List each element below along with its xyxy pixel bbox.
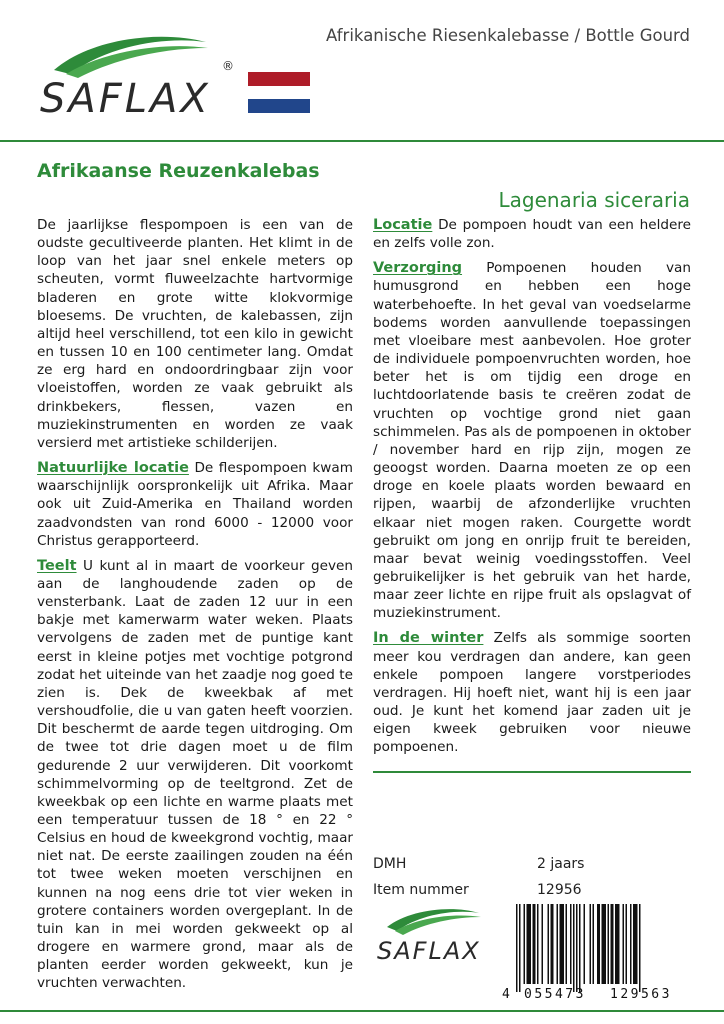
barcode-bar xyxy=(602,904,607,984)
dmh-value: 2 jaars xyxy=(537,856,585,872)
barcode-bar xyxy=(527,904,532,984)
leaf-swoosh-icon xyxy=(36,30,246,125)
registered-mark: ® xyxy=(222,59,234,73)
barcode-bar xyxy=(593,904,595,984)
barcode-bar xyxy=(570,904,572,984)
barcode-bar xyxy=(537,904,539,984)
barcode-bar xyxy=(597,904,600,984)
barcode-bar xyxy=(584,904,586,984)
barcode-bar xyxy=(608,904,610,984)
barcode-bar xyxy=(615,904,620,984)
winter-text: Zelfs als sommige soorten meer kou verdragen dan andere, kan geen enkele pompoen langere vorstperiodes verdragen. Hij hoeft niet, want hij is een jaar oud. Je kunt het komend jaar zaden uit je eigen kweek gebruiken voor nieuwe pompoenen. xyxy=(373,630,691,756)
verzorging-text: Pompoenen houden van humusgrond en hebben een hoge waterbehoefte. In het geval van voedselarme bodems worden aanvullende toepassingen met vloeibare mest aanbevolen. Hoe groter de individuele pompoenvruchten worden, hoe beter het is om tijdig een droge en luchtdoorlatende basis te creëren zodat de vruchten op vochtige grond niet gaan schimmelen. Pas als de pompoenen in oktober / november hard en rijp zijn, mogen ze geoogst worden. Daarna moeten ze op een droge en koele plaats worden bewaard en rijpen, waarbij de afzonderlijke vruchten elkaar niet mogen raken. Courgette wordt gebruikt om jong en onrijp fruit te bereiden, maar bevat weinig voedingsstoffen. Veel gebruikelijker is het gebruik van het harde, maar zeer lichte en rijpe fruit als opslagvat of muziekinstrument. xyxy=(373,260,691,622)
barcode-bar xyxy=(519,904,521,992)
barcode-bar xyxy=(516,904,518,992)
barcode-bar xyxy=(551,904,554,984)
bottom-divider xyxy=(0,1010,724,1012)
natural-location-text: De flespompoen kwam waarschijnlijk oorspronkelijk uit Afrika. Maar ook uit Zuid-Amerika en Thailand worden zaadvondsten van rond 6000 - 12000 voor Christus gerapporteerd. xyxy=(37,460,353,549)
barcode-bar xyxy=(566,904,568,984)
item-number-value: 12956 xyxy=(537,882,582,898)
barcode-right-digits: 129563 xyxy=(610,987,672,1002)
netherlands-flag-icon xyxy=(248,72,310,113)
barcode-bar xyxy=(573,904,575,992)
flag-blue-stripe xyxy=(248,99,310,113)
dmh-label: DMH xyxy=(373,856,407,872)
page-title: Afrikaanse Reuzenkalebas xyxy=(37,160,320,182)
teelt-heading: Teelt xyxy=(37,557,77,574)
barcode-bar xyxy=(611,904,614,984)
barcode-bar xyxy=(639,904,641,992)
barcode-bar xyxy=(576,904,578,992)
logo-text-small: SAFLAX xyxy=(377,937,481,965)
barcode-bar xyxy=(524,904,526,984)
header-title: Afrikanische Riesenkalebasse / Bottle Gourd xyxy=(326,26,690,45)
saflax-logo xyxy=(36,30,246,125)
latin-name: Lagenaria siceraria xyxy=(498,188,690,212)
natural-location-heading: Natuurlijke locatie xyxy=(37,460,189,477)
intro-text: De jaarlijkse flespompoen is een van de oudste gecultiveerde planten. Het klimt in de loop van het jaar snel enkele meters op scheuten, vormt fluweelzachte hartvormige bladeren en grote witte klokvormige bloesems. De vruchten, de kalebassen, zijn altijd heel verschillend, tot een kilo in gewicht en tussen 10 en 100 centimeter lang. Omdat ze erg hard en ondoordringbaar zijn voor vloeistoffen, worden ze vaak gebruikt als drinkbekers, flessen, vazen en muziekinstrumenten en worden ze vaak versierd met artistieke schilderijen. xyxy=(37,217,353,451)
barcode-bar xyxy=(533,904,536,984)
barcode-bar xyxy=(630,904,632,984)
barcode-bar xyxy=(623,904,625,984)
locatie-text: De pompoen houdt van een heldere en zelfs volle zon. xyxy=(373,217,691,252)
locatie-heading: Locatie xyxy=(373,217,433,233)
flag-red-stripe xyxy=(248,72,310,86)
top-divider xyxy=(0,140,724,142)
barcode-bar xyxy=(633,904,638,984)
right-column xyxy=(373,216,691,764)
teelt-section xyxy=(37,557,353,993)
barcode-left-digits: 055473 xyxy=(524,987,586,1002)
barcode-bar xyxy=(626,904,628,984)
saflax-logo-small xyxy=(375,905,500,967)
barcode-bars xyxy=(516,904,641,992)
verzorging-section xyxy=(373,259,691,622)
locatie-section xyxy=(373,216,691,252)
winter-heading: In de winter xyxy=(373,630,484,647)
winter-section xyxy=(373,629,691,756)
barcode-bar xyxy=(542,904,544,984)
item-number-label: Item nummer xyxy=(373,882,469,898)
leaf-swoosh-icon xyxy=(375,905,500,967)
verzorging-heading: Verzorging xyxy=(373,260,463,277)
intro-paragraph xyxy=(37,216,353,452)
left-column xyxy=(37,216,353,1000)
barcode-bar xyxy=(557,904,559,984)
flag-white-stripe xyxy=(248,86,310,100)
ean13-barcode-icon xyxy=(500,902,692,1002)
right-divider xyxy=(373,771,691,773)
natural-location-section xyxy=(37,459,353,550)
teelt-text: U kunt al in maart de voorkeur geven aan de langhoudende zaden op de vensterbank. Laat de zaden 12 uur in een bakje met kamerwarm water weken. Plaats vervolgens de zaden met de puntige kant eerst in kleine potjes met vochtige potgrond zodat het uiteinde van het zaadje nog goed te zien is. Dek de kweekbak af met vershoudfolie, die u van gaten heeft voorzien. Dit beschermt de aarde tegen uitdroging. Om de twee tot drie dagen moet u de film gedurende 2 uur verwijderen. Dit voorkomt schimmelvorming op de teeltgrond. Zet de kweekbak op een lichte en warme plaats met een temperatuur tussen de 18 ° en 22 ° Celsius en houd de kweekgrond vochtig, maar niet nat. De eerste zaailingen zouden na één tot twee weken moeten verschijnen en kunnen na nog eens drie tot vier weken in grotere containers worden overgeplant. In de tuin kan in mei worden gekweekt op al drogere en warmere grond, maar als de planten eerder worden gekweekt, kun je vruchten verwachten. xyxy=(37,557,353,992)
barcode-first-digit: 4 xyxy=(502,987,510,1002)
barcode-bar xyxy=(590,904,592,984)
barcode-bar xyxy=(560,904,565,984)
barcode-bar xyxy=(579,904,581,992)
barcode-bar xyxy=(548,904,550,984)
logo-text: SAFLAX xyxy=(40,76,211,122)
